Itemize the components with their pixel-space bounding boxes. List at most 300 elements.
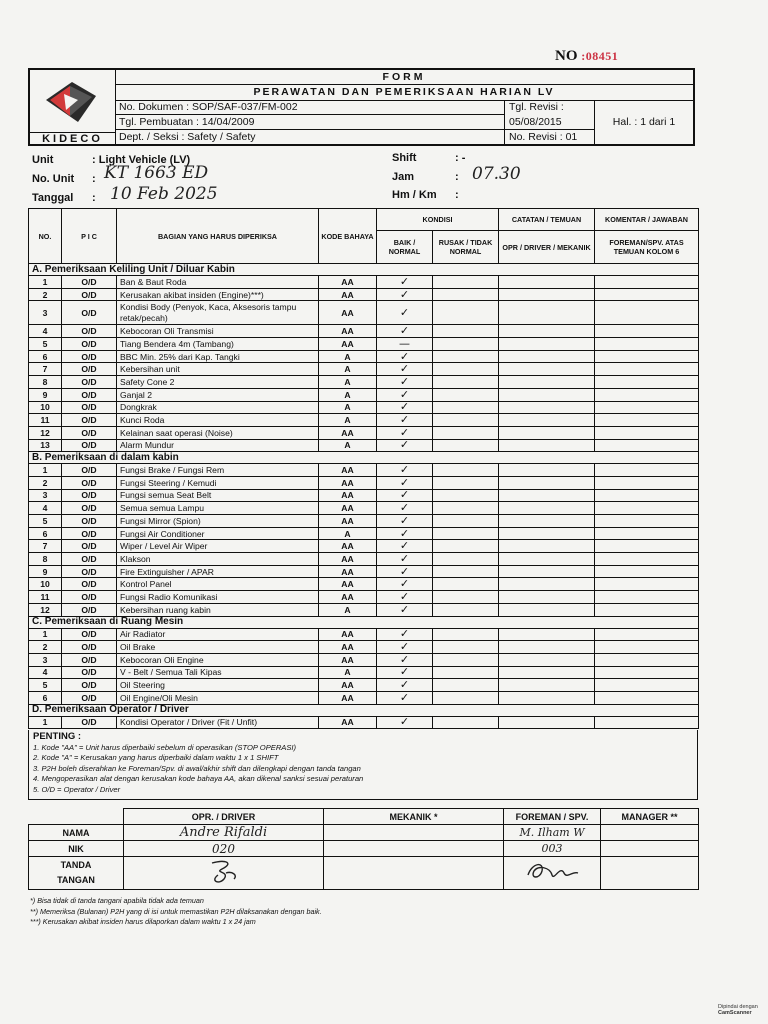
row-no: 4 [29, 502, 62, 515]
table-row [29, 515, 699, 528]
row-no: 9 [29, 388, 62, 401]
row-pic: O/D [62, 591, 117, 604]
row-item: Alarm Mundur [117, 439, 319, 452]
important-title: PENTING : [33, 731, 82, 742]
row-pic: O/D [62, 653, 117, 666]
row-opr [499, 426, 595, 439]
row-kode: AA [319, 591, 377, 604]
company-name: KIDECO [30, 132, 116, 146]
row-opr [499, 578, 595, 591]
table-row [29, 338, 699, 351]
row-opr [499, 666, 595, 679]
row-rusak [433, 578, 499, 591]
row-no: 6 [29, 350, 62, 363]
note-line: 2. Kode "A" = Kerusakan yang harus diperbaiki dalam waktu 1 x 1 SHIFT [33, 753, 279, 762]
row-no: 2 [29, 288, 62, 301]
row-check: ✓ [377, 388, 433, 401]
row-kode: AA [319, 502, 377, 515]
row-item: Fungsi semua Seat Belt [117, 489, 319, 502]
row-item: Kebersihan unit [117, 363, 319, 376]
table-row [29, 376, 699, 389]
row-no: 6 [29, 527, 62, 540]
row-item: Ban & Baut Roda [117, 276, 319, 289]
row-check: ✓ [377, 628, 433, 641]
row-no: 12 [29, 426, 62, 439]
opr-driver-header: OPR. / DRIVER [124, 809, 324, 825]
row-pic: O/D [62, 276, 117, 289]
row-no: 1 [29, 716, 62, 729]
foreman-nik: 003 [504, 841, 601, 857]
note-line: 3. P2H boleh diserahkan ke Foreman/Spv. di awal/akhir shift dan dilengkapi dengan tanda tangan [33, 763, 361, 773]
nik-label: NIK [29, 841, 124, 857]
row-pic: O/D [62, 489, 117, 502]
row-komentar [595, 565, 699, 578]
row-no: 8 [29, 553, 62, 566]
row-item: BBC Min. 25% dari Kap. Tangki [117, 350, 319, 363]
row-komentar [595, 489, 699, 502]
row-item: Kontrol Panel [117, 578, 319, 591]
row-komentar [595, 476, 699, 489]
row-rusak [433, 426, 499, 439]
row-pic: O/D [62, 363, 117, 376]
table-row [29, 527, 699, 540]
hmkm-value: : [455, 189, 459, 201]
row-kode: AA [319, 691, 377, 704]
row-rusak [433, 476, 499, 489]
note-line: 5. O/D = Operator / Driver [33, 784, 121, 794]
col-rusak: RUSAK / TIDAK NORMAL [433, 231, 499, 264]
row-item: Ganjal 2 [117, 388, 319, 401]
row-kode: A [319, 388, 377, 401]
table-row [29, 691, 699, 704]
row-rusak [433, 350, 499, 363]
row-no: 10 [29, 578, 62, 591]
row-opr [499, 476, 595, 489]
row-pic: O/D [62, 426, 117, 439]
row-check: ✓ [377, 489, 433, 502]
row-no: 7 [29, 363, 62, 376]
row-kode: A [319, 363, 377, 376]
row-kode: AA [319, 578, 377, 591]
row-komentar [595, 666, 699, 679]
row-opr [499, 288, 595, 301]
form-header [28, 68, 695, 146]
row-komentar [595, 401, 699, 414]
row-rusak [433, 502, 499, 515]
table-row [29, 414, 699, 427]
doc-number-field: No. Dokumen : SOP/SAF-037/FM-002 [115, 100, 505, 115]
row-rusak [433, 301, 499, 325]
row-rusak [433, 666, 499, 679]
row-komentar [595, 691, 699, 704]
row-item: Fungsi Radio Komunikasi [117, 591, 319, 604]
row-item: Fungsi Brake / Fungsi Rem [117, 464, 319, 477]
row-pic: O/D [62, 502, 117, 515]
row-opr [499, 388, 595, 401]
row-check: ✓ [377, 591, 433, 604]
revision-number: No. Revisi : 01 [505, 130, 595, 145]
shift-value: : - [455, 152, 466, 164]
row-no: 2 [29, 641, 62, 654]
row-check: ✓ [377, 401, 433, 414]
table-row [29, 653, 699, 666]
row-pic: O/D [62, 578, 117, 591]
row-check: ✓ [377, 376, 433, 389]
col-kondisi: KONDISI [377, 209, 499, 231]
row-rusak [433, 439, 499, 452]
row-kode: AA [319, 338, 377, 351]
row-item: Fungsi Air Conditioner [117, 527, 319, 540]
row-kode: AA [319, 653, 377, 666]
col-catatan: CATATAN / TEMUAN [499, 209, 595, 231]
table-row [29, 565, 699, 578]
row-rusak [433, 515, 499, 528]
row-komentar [595, 591, 699, 604]
row-pic: O/D [62, 414, 117, 427]
time-label: Jam [392, 171, 415, 183]
row-komentar [595, 716, 699, 729]
row-item: Kondisi Body (Penyok, Kaca, Aksesoris tampu retak/pecah) [117, 301, 319, 325]
table-row [29, 603, 699, 616]
row-opr [499, 540, 595, 553]
row-item: Kunci Roda [117, 414, 319, 427]
row-pic: O/D [62, 716, 117, 729]
document-number-value: :08451 [581, 49, 619, 63]
table-row [29, 489, 699, 502]
row-pic: O/D [62, 350, 117, 363]
revision-date-label: Tgl. Revisi : [505, 100, 595, 115]
time-value: 07.30 [472, 164, 521, 184]
row-rusak [433, 565, 499, 578]
row-kode: AA [319, 464, 377, 477]
row-kode: AA [319, 679, 377, 692]
row-kode: A [319, 414, 377, 427]
revision-date-value: 05/08/2015 [505, 115, 595, 130]
row-no: 10 [29, 401, 62, 414]
row-check: ✓ [377, 553, 433, 566]
row-kode: AA [319, 489, 377, 502]
row-check: ✓ [377, 527, 433, 540]
table-row [29, 502, 699, 515]
col-kode: KODE BAHAYA [319, 209, 377, 264]
hmkm-label: Hm / Km [392, 189, 437, 201]
row-check: ✓ [377, 301, 433, 325]
row-opr [499, 628, 595, 641]
table-row [29, 578, 699, 591]
row-check: ✓ [377, 414, 433, 427]
row-opr [499, 414, 595, 427]
row-opr [499, 502, 595, 515]
row-pic: O/D [62, 476, 117, 489]
row-item: Oil Brake [117, 641, 319, 654]
footnote: ***) Kerusakan akibat insiden harus dilaporkan dalam waktu 1 x 24 jam [30, 917, 256, 926]
row-pic: O/D [62, 376, 117, 389]
date-colon: : [92, 192, 96, 204]
camscanner-watermark: Dipindai dengan CamScanner [718, 1004, 758, 1016]
table-row [29, 388, 699, 401]
note-line: 4. Mengoperasikan alat dengan kerusakan kode bahaya AA, akan dikenal sanksi sesuai peraturan [33, 774, 364, 783]
row-pic: O/D [62, 338, 117, 351]
row-komentar [595, 325, 699, 338]
row-no: 9 [29, 565, 62, 578]
row-pic: O/D [62, 641, 117, 654]
table-row [29, 666, 699, 679]
row-check: ✓ [377, 439, 433, 452]
row-rusak [433, 338, 499, 351]
footnote: *) Bisa tidak di tanda tangani apabila tidak ada temuan [30, 896, 204, 905]
section-title: A. Pemeriksaan Keliling Unit / Diluar Kabin [29, 264, 699, 276]
row-item: Wiper / Level Air Wiper [117, 540, 319, 553]
row-no: 6 [29, 691, 62, 704]
row-komentar [595, 301, 699, 325]
row-rusak [433, 540, 499, 553]
table-row [29, 426, 699, 439]
row-item: Kebocoran Oli Engine [117, 653, 319, 666]
row-kode: A [319, 376, 377, 389]
row-kode: AA [319, 641, 377, 654]
row-pic: O/D [62, 565, 117, 578]
row-item: Tiang Bendera 4m (Tambang) [117, 338, 319, 351]
row-kode: AA [319, 515, 377, 528]
row-no: 11 [29, 414, 62, 427]
row-komentar [595, 350, 699, 363]
row-no: 12 [29, 603, 62, 616]
row-check: ✓ [377, 276, 433, 289]
row-rusak [433, 489, 499, 502]
row-check: ✓ [377, 641, 433, 654]
row-komentar [595, 376, 699, 389]
col-foreman: FOREMAN/SPV. ATAS TEMUAN KOLOM 6 [595, 231, 699, 264]
row-no: 3 [29, 489, 62, 502]
footnotes [30, 896, 322, 928]
row-rusak [433, 553, 499, 566]
section-title: B. Pemeriksaan di dalam kabin [29, 452, 699, 464]
row-no: 5 [29, 515, 62, 528]
row-check: ✓ [377, 288, 433, 301]
section-title: C. Pemeriksaan di Ruang Mesin [29, 616, 699, 628]
row-komentar [595, 515, 699, 528]
row-check: ✓ [377, 565, 433, 578]
table-row [29, 553, 699, 566]
time-colon: : [455, 171, 459, 183]
date-label: Tanggal [32, 192, 74, 204]
row-opr [499, 363, 595, 376]
row-item: Fungsi Steering / Kemudi [117, 476, 319, 489]
creation-date-field: Tgl. Pembuatan : 14/04/2009 [115, 115, 505, 130]
row-komentar [595, 653, 699, 666]
row-no: 1 [29, 276, 62, 289]
row-check: ✓ [377, 691, 433, 704]
row-komentar [595, 578, 699, 591]
row-check: ✓ [377, 603, 433, 616]
row-opr [499, 376, 595, 389]
row-rusak [433, 679, 499, 692]
row-opr [499, 439, 595, 452]
section-title: D. Pemeriksaan Operator / Driver [29, 704, 699, 716]
no-unit-value: KT 1663 ED [104, 163, 209, 183]
row-opr [499, 565, 595, 578]
form-title: PERAWATAN DAN PEMERIKSAAN HARIAN LV [115, 84, 693, 101]
note-line: 1. Kode "AA" = Unit harus diperbaiki sebelum di operasikan (STOP OPERASI) [33, 742, 297, 752]
department-field: Dept. / Seksi : Safety / Safety [115, 130, 505, 145]
row-check: ✓ [377, 350, 433, 363]
row-kode: A [319, 603, 377, 616]
foreman-header: FOREMAN / SPV. [504, 809, 601, 825]
row-komentar [595, 603, 699, 616]
row-kode: A [319, 350, 377, 363]
row-opr [499, 653, 595, 666]
row-item: Fungsi Mirror (Spion) [117, 515, 319, 528]
row-opr [499, 591, 595, 604]
row-komentar [595, 679, 699, 692]
row-opr [499, 338, 595, 351]
no-unit-label: No. Unit [32, 173, 75, 185]
row-pic: O/D [62, 464, 117, 477]
checklist-table [28, 208, 699, 729]
table-row [29, 325, 699, 338]
row-check: ✓ [377, 578, 433, 591]
row-komentar [595, 527, 699, 540]
row-pic: O/D [62, 325, 117, 338]
row-rusak [433, 603, 499, 616]
row-check: ✓ [377, 515, 433, 528]
table-row [29, 540, 699, 553]
row-check: ✓ [377, 464, 433, 477]
row-pic: O/D [62, 540, 117, 553]
driver-signature [124, 857, 324, 890]
table-row [29, 476, 699, 489]
row-rusak [433, 288, 499, 301]
row-rusak [433, 691, 499, 704]
col-opr: OPR / DRIVER / MEKANIK [499, 231, 595, 264]
row-opr [499, 350, 595, 363]
row-kode: AA [319, 301, 377, 325]
row-check: ✓ [377, 476, 433, 489]
row-komentar [595, 414, 699, 427]
row-komentar [595, 540, 699, 553]
row-pic: O/D [62, 691, 117, 704]
row-rusak [433, 388, 499, 401]
no-unit-colon: : [92, 173, 96, 185]
shift-label: Shift [392, 152, 417, 164]
page-number: Hal. : 1 dari 1 [612, 116, 676, 128]
table-row [29, 679, 699, 692]
row-check: ✓ [377, 540, 433, 553]
row-check: — [377, 338, 433, 351]
row-opr [499, 527, 595, 540]
row-kode: A [319, 666, 377, 679]
row-komentar [595, 276, 699, 289]
row-no: 3 [29, 301, 62, 325]
row-opr [499, 553, 595, 566]
row-pic: O/D [62, 388, 117, 401]
row-komentar [595, 439, 699, 452]
row-kode: AA [319, 716, 377, 729]
row-opr [499, 515, 595, 528]
row-item: Kondisi Operator / Driver (Fit / Unfit) [117, 716, 319, 729]
table-row [29, 628, 699, 641]
row-rusak [433, 376, 499, 389]
row-no: 4 [29, 325, 62, 338]
table-row [29, 439, 699, 452]
row-item: V - Belt / Semua Tali Kipas [117, 666, 319, 679]
row-no: 5 [29, 338, 62, 351]
col-pic: P I C [62, 209, 117, 264]
row-kode: AA [319, 565, 377, 578]
mekanik-header: MEKANIK * [324, 809, 504, 825]
document-number [555, 48, 618, 65]
row-komentar [595, 502, 699, 515]
tanda-tangan-label: TANDA TANGAN [29, 857, 124, 890]
row-komentar [595, 388, 699, 401]
foreman-name: M. Ilham W [504, 825, 601, 841]
row-pic: O/D [62, 301, 117, 325]
row-opr [499, 464, 595, 477]
row-pic: O/D [62, 401, 117, 414]
row-rusak [433, 401, 499, 414]
row-no: 1 [29, 464, 62, 477]
row-kode: AA [319, 628, 377, 641]
section-row [29, 616, 699, 628]
row-pic: O/D [62, 628, 117, 641]
driver-name: Andre Rifaldi [124, 825, 324, 841]
footnote: **) Memeriksa (Bulanan) P2H yang di isi untuk memastikan P2H dilaksanakan dengan baik. [30, 906, 322, 916]
row-opr [499, 641, 595, 654]
row-no: 3 [29, 653, 62, 666]
important-notes [28, 730, 698, 800]
row-pic: O/D [62, 288, 117, 301]
row-pic: O/D [62, 603, 117, 616]
row-item: Kebersihan ruang kabin [117, 603, 319, 616]
table-row [29, 401, 699, 414]
row-komentar [595, 628, 699, 641]
row-check: ✓ [377, 679, 433, 692]
foreman-signature [504, 857, 601, 890]
row-opr [499, 401, 595, 414]
row-pic: O/D [62, 666, 117, 679]
row-no: 13 [29, 439, 62, 452]
row-item: Kerusakan akibat insiden (Engine)***) [117, 288, 319, 301]
row-rusak [433, 591, 499, 604]
row-komentar [595, 553, 699, 566]
row-item: Air Radiator [117, 628, 319, 641]
row-no: 2 [29, 476, 62, 489]
row-check: ✓ [377, 502, 433, 515]
row-opr [499, 276, 595, 289]
section-row [29, 264, 699, 276]
row-kode: AA [319, 276, 377, 289]
row-komentar [595, 288, 699, 301]
row-rusak [433, 641, 499, 654]
row-kode: A [319, 527, 377, 540]
row-rusak [433, 653, 499, 666]
row-rusak [433, 325, 499, 338]
row-opr [499, 716, 595, 729]
driver-nik: 020 [124, 841, 324, 857]
unit-label: Unit [32, 154, 54, 166]
section-row [29, 704, 699, 716]
row-check: ✓ [377, 653, 433, 666]
row-kode: AA [319, 540, 377, 553]
row-check: ✓ [377, 716, 433, 729]
row-kode: A [319, 439, 377, 452]
table-row [29, 350, 699, 363]
table-row [29, 288, 699, 301]
row-no: 11 [29, 591, 62, 604]
section-row [29, 452, 699, 464]
col-no: NO. [29, 209, 62, 264]
row-rusak [433, 464, 499, 477]
